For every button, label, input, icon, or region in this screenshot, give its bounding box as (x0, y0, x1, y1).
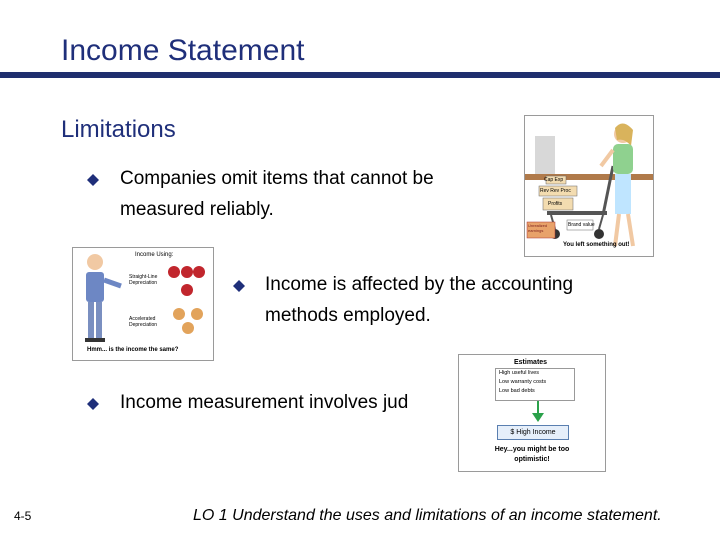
cart-label-brand: Brand value (568, 222, 595, 228)
high-income-box: $ High Income (497, 425, 569, 440)
bullet-diamond-icon (87, 398, 99, 410)
cart-label-profits: Profits (548, 201, 563, 207)
bullet-3-line1: Income measurement involves jud (120, 392, 409, 413)
bullet-1 (120, 163, 434, 225)
estimates-illustration (458, 354, 606, 472)
slide-number: 4-5 (14, 509, 32, 523)
learning-objective-footer: LO 1 Understand the uses and limitations of an income statement. (193, 507, 662, 524)
estimate-item: Low warranty costs (499, 379, 547, 385)
bullet-3 (120, 387, 408, 418)
cart-caption: You left something out! (563, 242, 630, 248)
down-arrow-icon (531, 401, 545, 423)
slide-subtitle: Limitations (61, 116, 176, 143)
bullet-2-line1: Income is affected by the accounting (265, 274, 574, 295)
estimates-caption-1: Hey...you might be too (494, 446, 570, 453)
depreciation-illustration (72, 247, 214, 361)
slide-title: Income Statement (61, 34, 305, 67)
cart-label-capex: Cap Exp (544, 177, 564, 183)
depreciation-caption: Hmm... is the income the same? (87, 347, 179, 353)
cart-illustration (524, 115, 654, 257)
cart-label-rev: Rev Rev Proc (540, 188, 571, 194)
straight-line-label: Straight-Line Depreciation (129, 274, 158, 286)
bullet-2-line2: methods employed. (265, 305, 431, 326)
estimate-item: Low bad debts (499, 388, 535, 394)
cart-label-unrealized: Unrealized earnings (528, 223, 548, 233)
estimates-caption-2: optimistic! (514, 456, 550, 463)
depreciation-header: Income Using: (135, 252, 174, 258)
estimates-list (495, 368, 575, 401)
bullet-diamond-icon (87, 174, 99, 186)
depreciation-scene-icon (73, 248, 213, 360)
bullet-1-line2: measured reliably. (120, 199, 274, 220)
cart-scene-icon (525, 116, 653, 256)
bullet-1-line1: Companies omit items that cannot be (120, 168, 434, 189)
estimate-item: High useful lives (499, 370, 540, 376)
title-underline (0, 72, 720, 78)
estimates-header: Estimates (514, 359, 548, 366)
bullet-2 (265, 269, 573, 331)
accelerated-label: Accelerated Depreciation (129, 316, 158, 328)
bullet-diamond-icon (233, 280, 245, 292)
